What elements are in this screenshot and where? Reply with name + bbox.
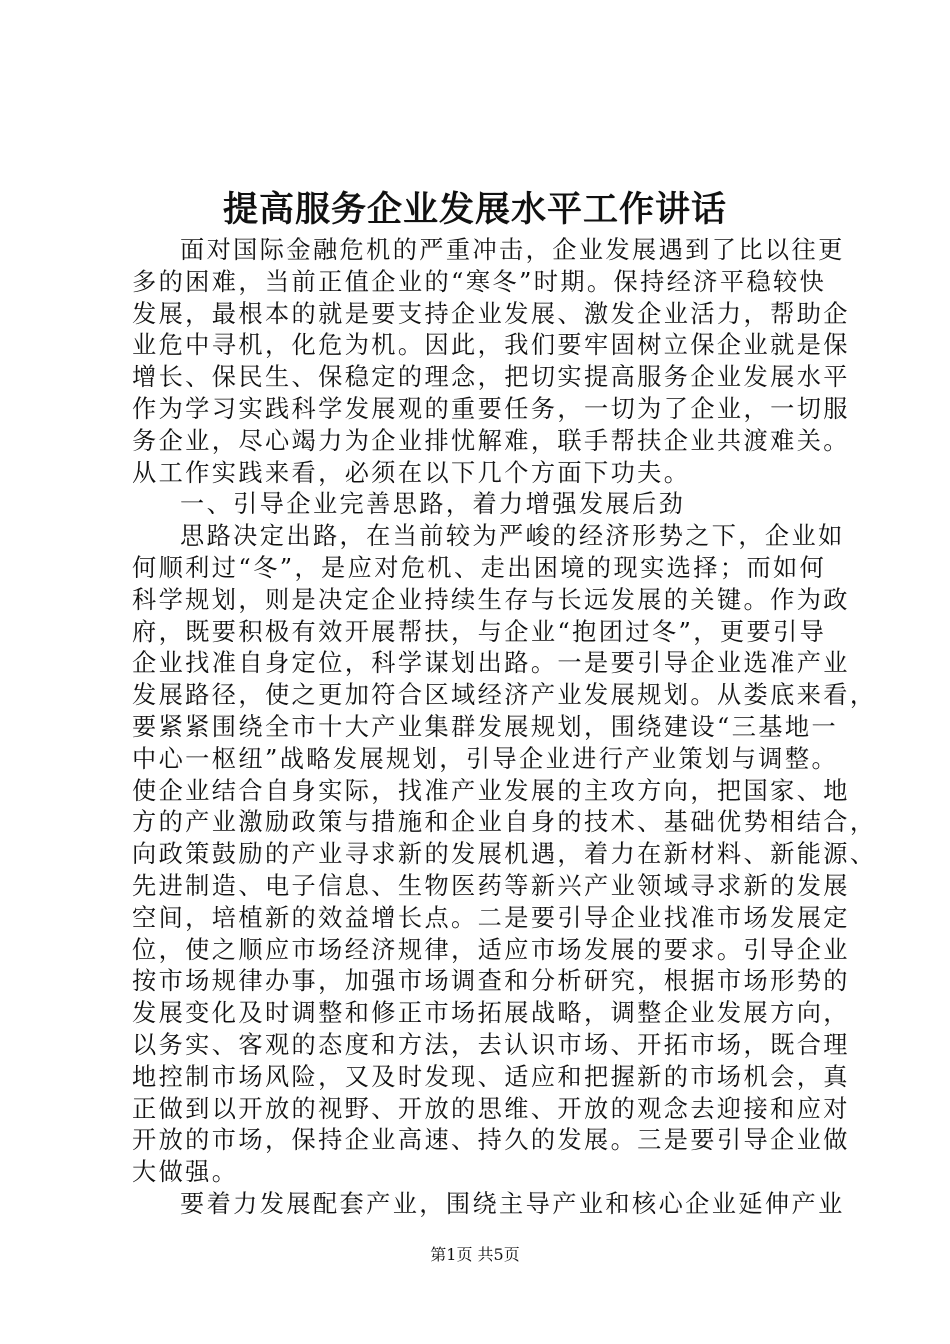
paragraph-line: 作为学习实践科学发展观的重要任务，一切为了企业，一切服 xyxy=(132,394,850,423)
paragraph-line: 发展路径，使之更加符合区域经济产业发展规划。从娄底来看， xyxy=(132,681,877,710)
paragraph-line: 思路决定出路，在当前较为严峻的经济形势之下，企业如 xyxy=(180,522,845,551)
document-body xyxy=(132,235,877,1221)
paragraph-line: 按市场规律办事，加强市场调查和分析研究，根据市场形势的 xyxy=(132,967,850,996)
paragraph-line: 要着力发展配套产业，围绕主导产业和核心企业延伸产业 xyxy=(180,1189,845,1218)
paragraph-line: 增长、保民生、保稳定的理念，把切实提高服务企业发展水平 xyxy=(132,363,850,392)
paragraph-line: 从工作实践来看，必须在以下几个方面下功夫。 xyxy=(132,458,691,487)
paragraph-line: 科学规划，则是决定企业持续生存与长远发展的关键。作为政 xyxy=(132,585,850,614)
paragraph-line: 发展变化及时调整和修正市场拓展战略，调整企业发展方向， xyxy=(132,999,850,1028)
paragraph-line: 使企业结合自身实际，找准产业发展的主攻方向，把国家、地 xyxy=(132,776,850,805)
paragraph-line: 以务实、客观的态度和方法，去认识市场、开拓市场，既合理 xyxy=(132,1030,850,1059)
paragraph-line: 面对国际金融危机的严重冲击，企业发展遇到了比以往更 xyxy=(180,236,845,264)
paragraph-line: 府，既要积极有效开展帮扶，与企业“抱团过冬”，更要引导 xyxy=(132,617,827,646)
paragraph-line: 位，使之顺应市场经济规律，适应市场发展的要求。引导企业 xyxy=(132,935,850,964)
paragraph-line: 中心一枢纽”战略发展规划，引导企业进行产业策划与调整。 xyxy=(132,744,839,773)
paragraph-line: 正做到以开放的视野、开放的思维、开放的观念去迎接和应对 xyxy=(132,1094,850,1123)
page-number: 第1页 共5页 xyxy=(430,1245,520,1264)
paragraph-line: 企业找准自身定位，科学谋划出路。一是要引导企业选准产业 xyxy=(132,649,850,678)
paragraph-line: 先进制造、电子信息、生物医药等新兴产业领域寻求新的发展 xyxy=(132,871,850,900)
paragraph-line: 地控制市场风险，又及时发现、适应和把握新的市场机会，真 xyxy=(132,1062,850,1091)
paragraph-line: 要紧紧围绕全市十大产业集群发展规划，围绕建设“三基地一 xyxy=(132,712,839,741)
paragraph-line: 向政策鼓励的产业寻求新的发展机遇，着力在新材料、新能源、 xyxy=(132,840,877,869)
paragraph-line: 多的困难，当前正值企业的“寒冬”时期。保持经济平稳较快 xyxy=(132,267,827,296)
paragraph-line: 何顺利过“冬”，是应对危机、走出困境的现实选择；而如何 xyxy=(132,553,827,582)
paragraph-line: 大做强。 xyxy=(132,1158,239,1187)
paragraph-line: 业危中寻机，化危为机。因此，我们要牢固树立保企业就是保 xyxy=(132,331,850,360)
paragraph-line: 空间，培植新的效益增长点。二是要引导企业找准市场发展定 xyxy=(132,903,850,932)
paragraph-line: 发展，最根本的就是要支持企业发展、激发企业活力，帮助企 xyxy=(132,299,850,328)
paragraph-line: 开放的市场，保持企业高速、持久的发展。三是要引导企业做 xyxy=(132,1126,850,1155)
section-heading: 一、引导企业完善思路，着力增强发展后劲 xyxy=(180,490,686,519)
document-title: 提高服务企业发展水平工作讲话 xyxy=(222,190,727,230)
paragraph-line: 方的产业激励政策与措施和企业自身的技术、基础优势相结合， xyxy=(132,808,877,837)
paragraph-line: 务企业，尽心竭力为企业排忧解难，联手帮扶企业共渡难关。 xyxy=(132,426,850,455)
